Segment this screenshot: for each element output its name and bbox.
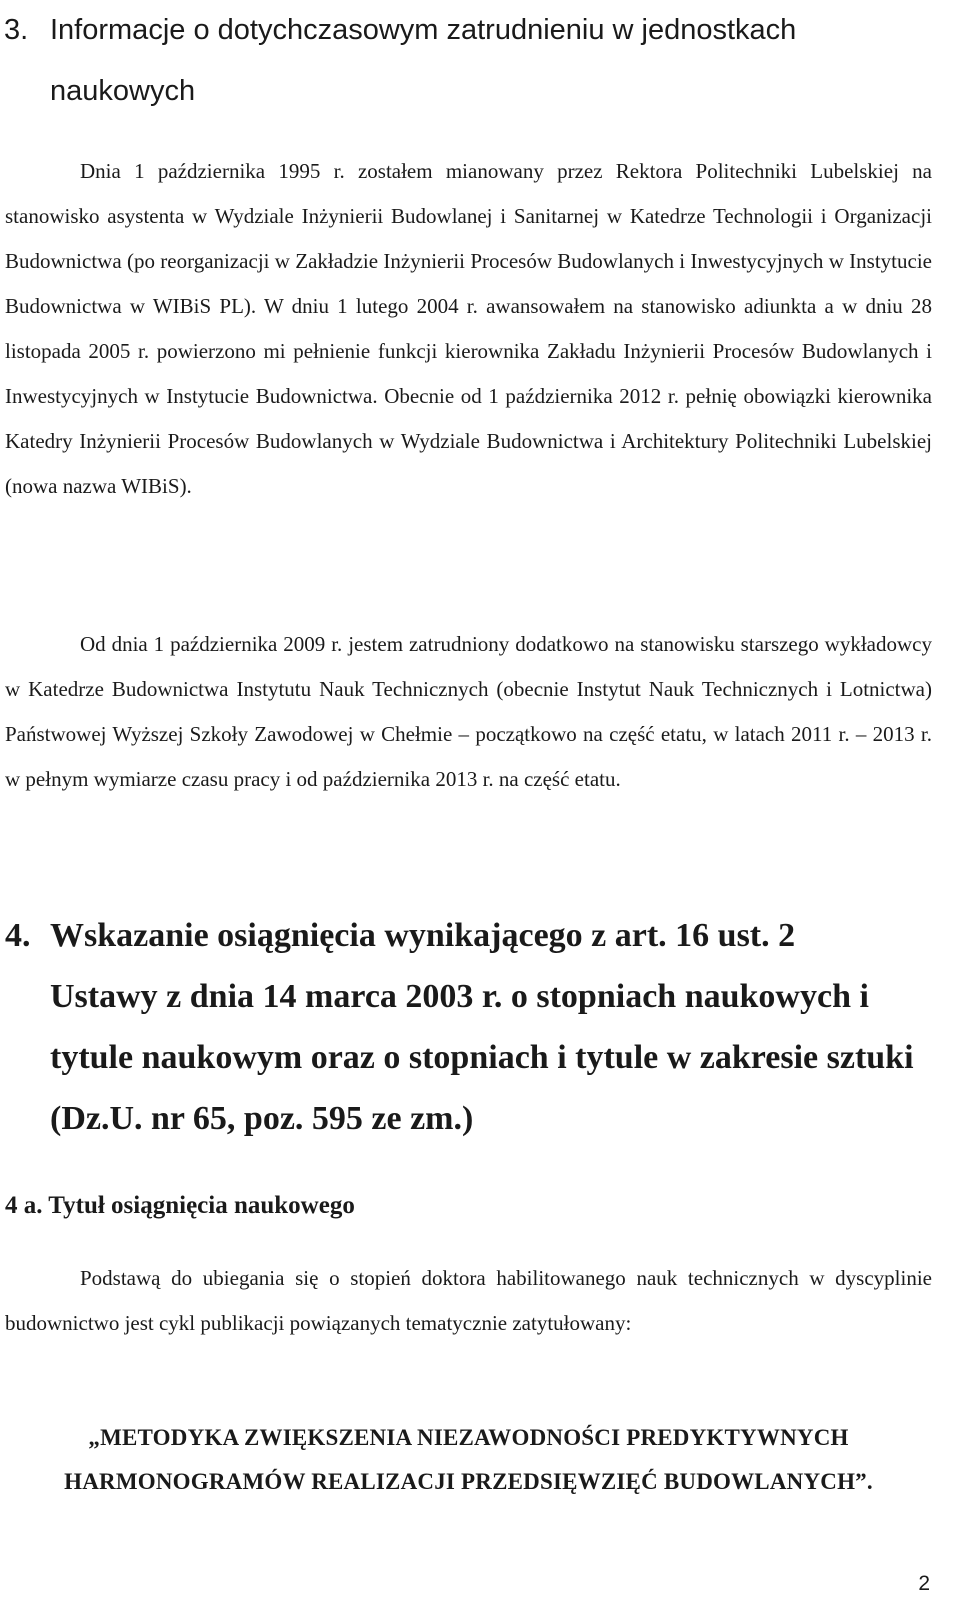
section-4-title-line1: Wskazanie osiągnięcia wynikającego z art. 16 ust. 2 [50,917,796,954]
section-3-title-line2: naukowych [50,75,196,107]
section-4-number: 4. [5,917,31,954]
page-number: 2 [918,1572,930,1595]
achievement-title: „METODYKA ZWIĘKSZENIA NIEZAWODNOŚCI PREDYKTYWNYCH HARMONOGRAMÓW REALIZACJI PRZEDSIĘWZIĘĆ BUDOWLANYCH”. [64,1425,873,1494]
section-3-number: 3. [4,14,29,46]
basis-paragraph: Podstawą do ubiegania się o stopień doktora habilitowanego nauk technicznych w dyscyplinie budownictwo jest cykl publikacji powiązanych tematycznie zatytułowany: [5,1266,932,1335]
employment-paragraph: Dnia 1 października 1995 r. zostałem mianowany przez Rektora Politechniki Lubelskiej na stanowisko asystenta w Wydziale Inżynierii Budowlanej i Sanitarnej w Katedrze Technologii i Organizacji Budownictwa (po reorganizacji w Zakładzie Inżynierii Procesów Budowlanych i Inwestycyjnych w Instytucie Budownictwa w WIBiS PL). W dniu 1 lutego 2004 r. awansowałem na stanowisko adiunkta a w dniu 28 listopada 2005 r. powierzono mi pełnienie funkcji kierownika Zakładu Inżynierii Procesów Budowlanych i Inwestycyjnych w Instytucie Budownictwa. Obecnie od 1 października 2012 r. pełnię obowiązki kierownika Katedry Inżynierii Procesów Budowlanych w Wydziale Budownictwa i Architektury Politechniki Lubelskiej (nowa nazwa WIBiS). [5,159,932,498]
additional-employment-paragraph: Od dnia 1 października 2009 r. jestem zatrudniony dodatkowo na stanowisku starszego wykładowcy w Katedrze Budownictwa Instytutu Nauk Technicznych (obecnie Instytut Nauk Technicznych i Lotnictwa) Państwowej Wyższej Szkoły Zawodowej w Chełmie – początkowo na część etatu, w latach 2011 r. – 2013 r. w pełnym wymiarze czasu pracy i od października 2013 r. na część etatu. [5,632,932,791]
section-4-title-rest: Ustawy z dnia 14 marca 2003 r. o stopniach naukowych i tytule naukowym oraz o stopniach i tytule w zakresie sztuki (Dz.U. nr 65, poz. 595 ze zm.) [50,978,914,1137]
section-3-title-line1: Informacje o dotychczasowym zatrudnieniu w jednostkach [50,14,797,46]
section-3-heading [4,0,944,122]
section-4-heading [5,905,925,1149]
section-4a-heading: 4 a. Tytuł osiągnięcia naukowego [5,1192,355,1219]
